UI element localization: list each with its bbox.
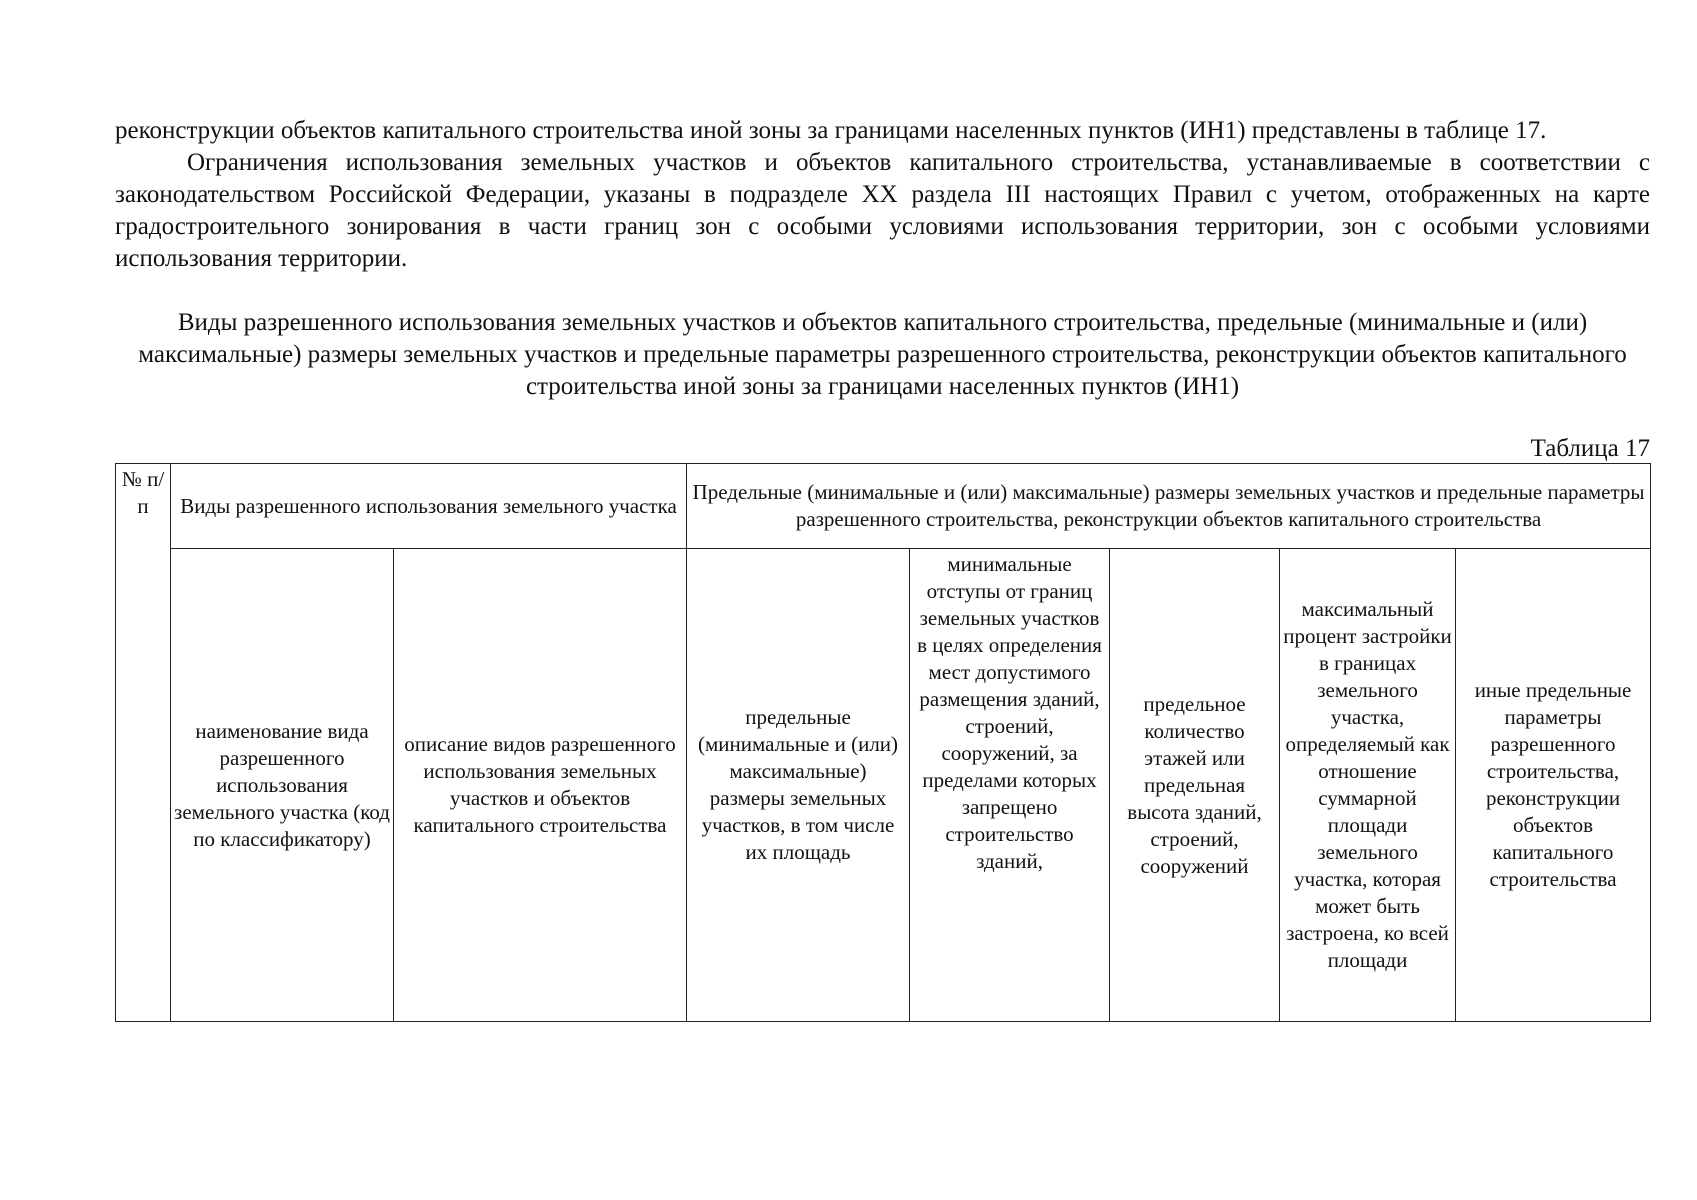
table-title: Виды разрешенного использования земельных участков и объектов капитального строительства, предельные (минимальные и (или) максимальные) размеры земельных участков и предельные параметры разрешенного строительства, реконструкции объектов капитального строительства иной зоны за границами населенных пунктов (ИН1) <box>138 309 1627 400</box>
document-page <box>115 115 1650 1022</box>
subheader-cell-use-description <box>394 549 687 1022</box>
subheader-floors-label: предельное количество этажей или предельная высота зданий, строений, сооружений <box>1127 691 1262 878</box>
subheader-setbacks-label: минимальные отступы от границ земельных участков в целях определения мест допустимого размещения зданий, строений, сооружений, за пределами которых запрещено строительство зданий, <box>917 552 1102 873</box>
header-cell-number <box>116 464 171 1022</box>
header-cell-limits <box>687 464 1651 549</box>
subheader-other-params-label: иные предельные параметры разрешенного строительства, реконструкции объектов капитального строительства <box>1474 678 1632 891</box>
header-cell-use-types <box>171 464 687 549</box>
subheader-coverage-label: максимальный процент застройки в границах земельного участка, определяемый как отношение суммарной площади земельного участка, которая может быть застроена, ко всей площади <box>1283 597 1452 972</box>
table-subheader-row <box>116 549 1651 1022</box>
subheader-cell-other-params <box>1456 549 1651 1022</box>
table-label: Таблица 17 <box>1530 435 1650 462</box>
subheader-cell-plot-size <box>687 549 910 1022</box>
subheader-cell-use-name <box>171 549 394 1022</box>
header-limits-label: Предельные (минимальные и (или) максимальные) размеры земельных участков и предельные параметры разрешенного строительства, реконструкции объектов капитального строительства <box>692 480 1645 531</box>
intro-paragraph-restrictions: Ограничения использования земельных участков и объектов капитального строительства, устанавливаемые в соответствии с законодательством Российской Федерации, указаны в подразделе XX раздела III настоящих Правил с учетом, отображенных на карте градостроительного зонирования в части границ зон с особыми условиями использования территории, зон с особыми условиями использования территории. <box>115 149 1650 272</box>
subheader-use-name-label: наименование вида разрешенного использования земельного участка (код по классификатору) <box>174 718 390 851</box>
subheader-cell-floors <box>1110 549 1280 1022</box>
subheader-use-description-label: описание видов разрешенного использования земельных участков и объектов капитального строительства <box>404 732 676 837</box>
subheader-plot-size-label: предельные (минимальные и (или) максимальные) размеры земельных участков, в том числе их площадь <box>697 705 899 864</box>
intro-paragraph-continuation: реконструкции объектов капитального строительства иной зоны за границами населенных пунктов (ИН1) представлены в таблице 17. <box>115 117 1547 144</box>
subheader-cell-setbacks <box>910 549 1110 1022</box>
table-header-row <box>116 464 1651 549</box>
header-use-types-label: Виды разрешенного использования земельного участка <box>180 493 677 518</box>
subheader-cell-coverage <box>1280 549 1456 1022</box>
land-use-table <box>115 463 1651 1022</box>
header-number-label: № п/п <box>121 467 165 518</box>
